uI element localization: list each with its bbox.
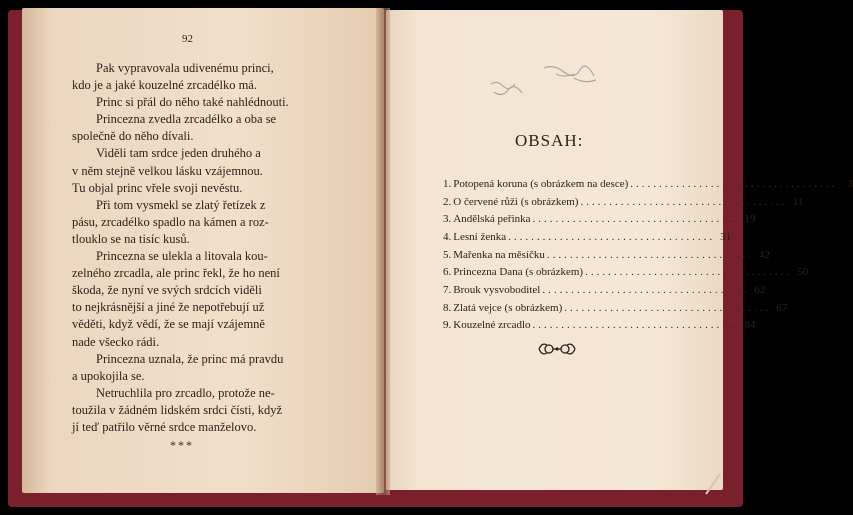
toc-entry-title: Brouk vysvoboditel: [453, 283, 541, 296]
toc-number: 2.: [443, 195, 452, 208]
toc-leader: ....................................: [546, 248, 754, 261]
toc-row: [443, 299, 788, 317]
text-line: Princezna uznala, že princ má pravdu: [96, 351, 284, 366]
floral-ornament-icon: [536, 339, 578, 359]
toc-number: 9.: [443, 319, 452, 332]
page-corner-fold-icon: [704, 470, 722, 496]
text-line: v něm stejně velkou lásku vzájemnou.: [72, 163, 263, 178]
toc-row: [443, 175, 853, 193]
toc-page-number: 11: [792, 195, 804, 208]
toc-entry-title: Lesní ženka: [453, 230, 507, 243]
text-line: Viděli tam srdce jeden druhého a: [96, 146, 261, 161]
toc-leader: ....................................: [585, 266, 793, 279]
toc-row: [443, 228, 732, 246]
toc-leader: ....................................: [630, 177, 838, 190]
toc-page-number: 3: [847, 177, 853, 190]
pencil-scribble-icon: [486, 62, 616, 112]
toc-entry-title: O červené růži (s obrázkem): [453, 195, 579, 208]
story-text: [72, 60, 330, 436]
toc-page-number: 31: [720, 230, 732, 243]
toc-leader: ....................................: [508, 230, 716, 243]
toc-number: 5.: [443, 248, 452, 261]
text-line: toužila v žádném lidském srdci čísti, když: [72, 402, 283, 417]
toc-page-number: 42: [758, 248, 770, 261]
text-line: pásu, zrcadélko spadlo na kámen a roz-: [72, 214, 269, 229]
toc-page-number: 84: [744, 319, 756, 332]
toc-row: [443, 210, 756, 228]
book-gutter: [376, 8, 390, 495]
page-number: 92: [182, 33, 193, 45]
text-line: Princ si přál do něho také nahlédnouti.: [96, 95, 289, 110]
toc-entry-title: Mařenka na měsíčku: [453, 248, 545, 261]
toc-number: 8.: [443, 301, 452, 314]
toc-row: [443, 246, 770, 264]
text-line: zelného zrcadla, ale princ řekl, že ho není: [72, 266, 280, 281]
toc-leader: ....................................: [564, 301, 772, 314]
toc-page-number: 50: [797, 266, 809, 279]
table-of-contents: [443, 175, 853, 334]
toc-row: [443, 193, 804, 211]
end-mark: ***: [170, 438, 194, 452]
toc-page-number: 62: [754, 283, 766, 296]
text-line: a upokojila se.: [72, 368, 145, 383]
text-line: jí teď patřilo věrné srdce manželovo.: [72, 419, 257, 434]
toc-entry-title: Zlatá vejce (s obrázkem): [453, 301, 563, 314]
toc-row: [443, 281, 766, 299]
toc-page-number: 19: [744, 213, 756, 226]
toc-title: OBSAH:: [515, 131, 584, 150]
text-line: kdo je a jaké kouzelné zrcadélko má.: [72, 78, 257, 93]
text-line: věděti, když vědí, že se mají vzájemně: [72, 317, 265, 332]
text-line: Tu objal princ vřele svoji nevěstu.: [72, 180, 243, 195]
toc-row: [443, 263, 809, 281]
toc-number: 6.: [443, 266, 452, 279]
text-line: Netruchlila pro zrcadlo, protože ne-: [96, 385, 275, 400]
toc-leader: ....................................: [532, 319, 740, 332]
text-line: Princezna se ulekla a litovala kou-: [96, 249, 268, 264]
toc-leader: ....................................: [532, 213, 740, 226]
toc-entry-title: Princezna Dana (s obrázkem): [453, 266, 584, 279]
text-line: Pak vypravovala udivenému princi,: [96, 61, 274, 75]
toc-number: 7.: [443, 283, 452, 296]
text-line: škoda, že nyní ve svých srdcích viděli: [72, 283, 262, 298]
toc-number: 4.: [443, 230, 452, 243]
text-line: to nejkrásnější a jiné že nepotřebují už: [72, 300, 265, 315]
toc-page-number: 67: [776, 301, 788, 314]
text-line: Princezna zvedla zrcadélko a oba se: [96, 112, 277, 127]
toc-leader: ....................................: [542, 283, 750, 296]
toc-row: [443, 317, 756, 335]
text-line: tlouklo se na tisíc kusů.: [72, 231, 190, 246]
text-line: společně do něho dívali.: [72, 129, 194, 144]
text-line: Při tom vysmekl se zlatý řetízek z: [96, 197, 266, 212]
text-line: nade všecko rádi.: [72, 334, 160, 349]
toc-number: 1.: [443, 177, 452, 190]
toc-entry-title: Andělská peřinka: [453, 213, 531, 226]
toc-leader: ....................................: [580, 195, 788, 208]
toc-number: 3.: [443, 213, 452, 226]
toc-entry-title: Kouzelné zrcadlo: [453, 319, 531, 332]
toc-entry-title: Potopená koruna (s obrázkem na desce): [453, 177, 629, 190]
